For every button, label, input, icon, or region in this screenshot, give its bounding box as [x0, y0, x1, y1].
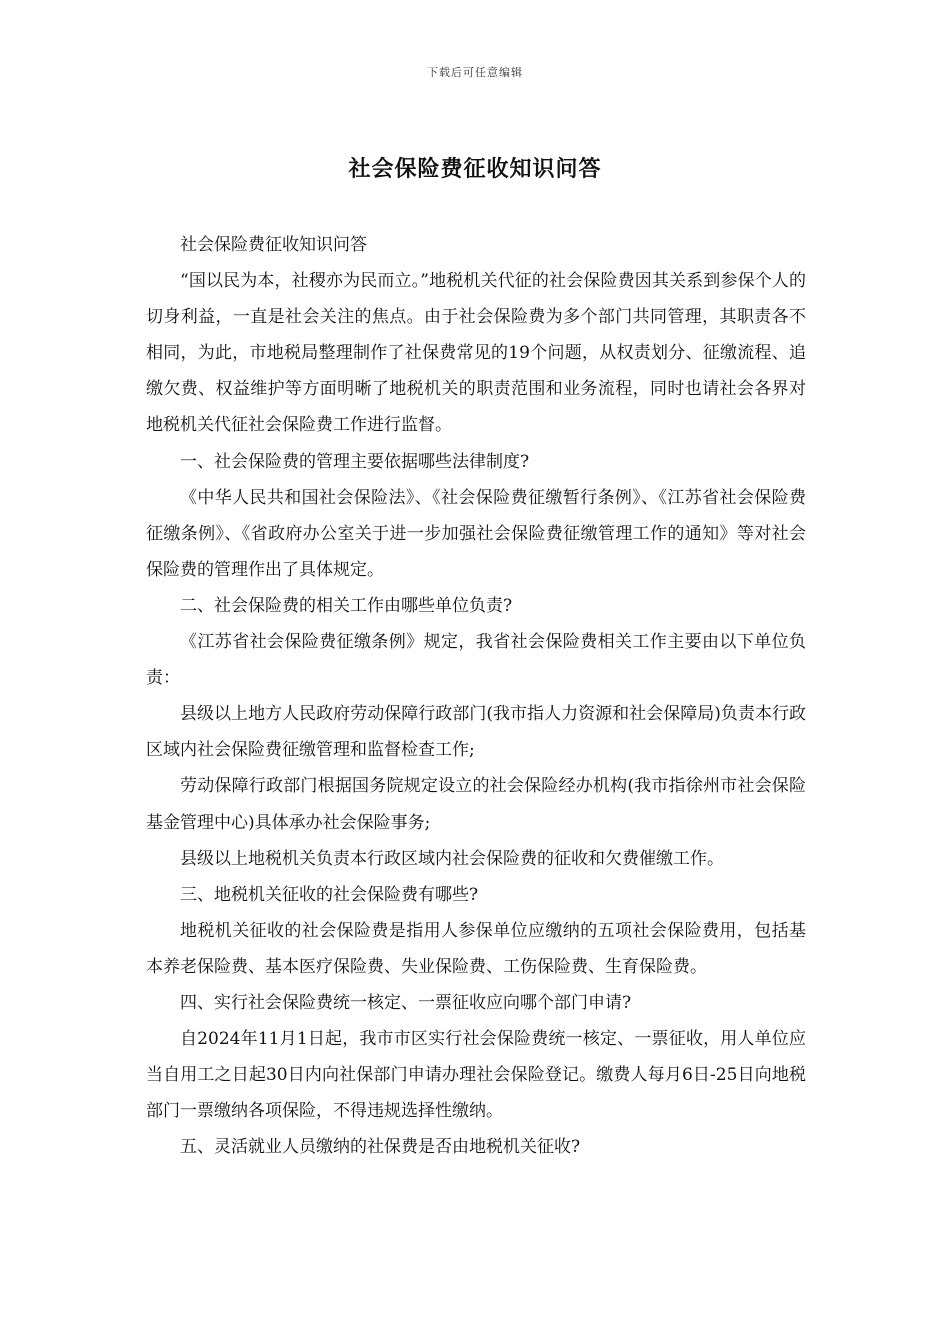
question-5: 五、灵活就业人员缴纳的社保费是否由地税机关征收? — [180, 1137, 581, 1158]
document-title: 社会保险费征收知识问答 — [348, 156, 602, 182]
answer-2-item-3: 县级以上地税机关负责本行政区域内社会保险费的征收和欠费催缴工作。 — [180, 848, 724, 869]
question-4: 四、实行社会保险费统一核定、一票征收应向哪个部门申请? — [180, 992, 632, 1013]
answer-2-item-2: 劳动保障行政部门根据国务院规定设立的社会保险经办机构(我市指徐州市社会保险基金管理中心)具体承办社会保险事务; — [146, 776, 806, 833]
question-3: 三、地税机关征收的社会保险费有哪些? — [180, 884, 479, 905]
answer-3: 地税机关征收的社会保险费是指用人参保单位应缴纳的五项社会保险费用，包括基本养老保险费、基本医疗保险费、失业保险费、工伤保险费、生育保险费。 — [146, 920, 806, 977]
answer-4: 自2024年11月1日起，我市市区实行社会保险费统一核定、一票征收，用人单位应当自用工之日起30日内向社保部门申请办理社会保险登记。缴费人每月6日-25日向地税部门一票缴纳各项保险，不得违规选择性缴纳。 — [146, 1029, 806, 1122]
question-1: 一、社会保险费的管理主要依据哪些法律制度? — [180, 451, 530, 472]
answer-2-item-1: 县级以上地方人民政府劳动保障行政部门(我市指人力资源和社会保障局)负责本行政区域内社会保险费征缴管理和监督检查工作; — [146, 704, 806, 761]
paragraph-subtitle: 社会保险费征收知识问答 — [180, 235, 367, 255]
answer-1: 《中华人民共和国社会保险法》、《社会保险费征缴暂行条例》、《江苏省社会保险费征缴条例》、《省政府办公室关于进一步加强社会保险费征缴管理工作的通知》等对社会保险费的管理作出了具体规定。 — [146, 487, 806, 580]
answer-2: 《江苏省社会保险费征缴条例》规定，我省社会保险费相关工作主要由以下单位负责： — [146, 632, 806, 689]
question-2: 二、社会保险费的相关工作由哪些单位负责? — [180, 595, 513, 616]
paragraph-intro: “国以民为本，社稷亦为民而立。”地税机关代征的社会保险费因其关系到参保个人的切身利益，一直是社会关注的焦点。由于社会保险费为多个部门共同管理，其职责各不相同，为此，市地税局整理制作了社保费常见的19个问题，从权责划分、征缴流程、追缴欠费、权益维护等方面明晰了地税机关的职责范围和业务流程，同时也请社会各界对地税机关代征社会保险费工作进行监督。 — [146, 271, 806, 436]
document-body — [146, 227, 806, 1165]
header-note: 下载后可任意编辑 — [427, 66, 523, 79]
